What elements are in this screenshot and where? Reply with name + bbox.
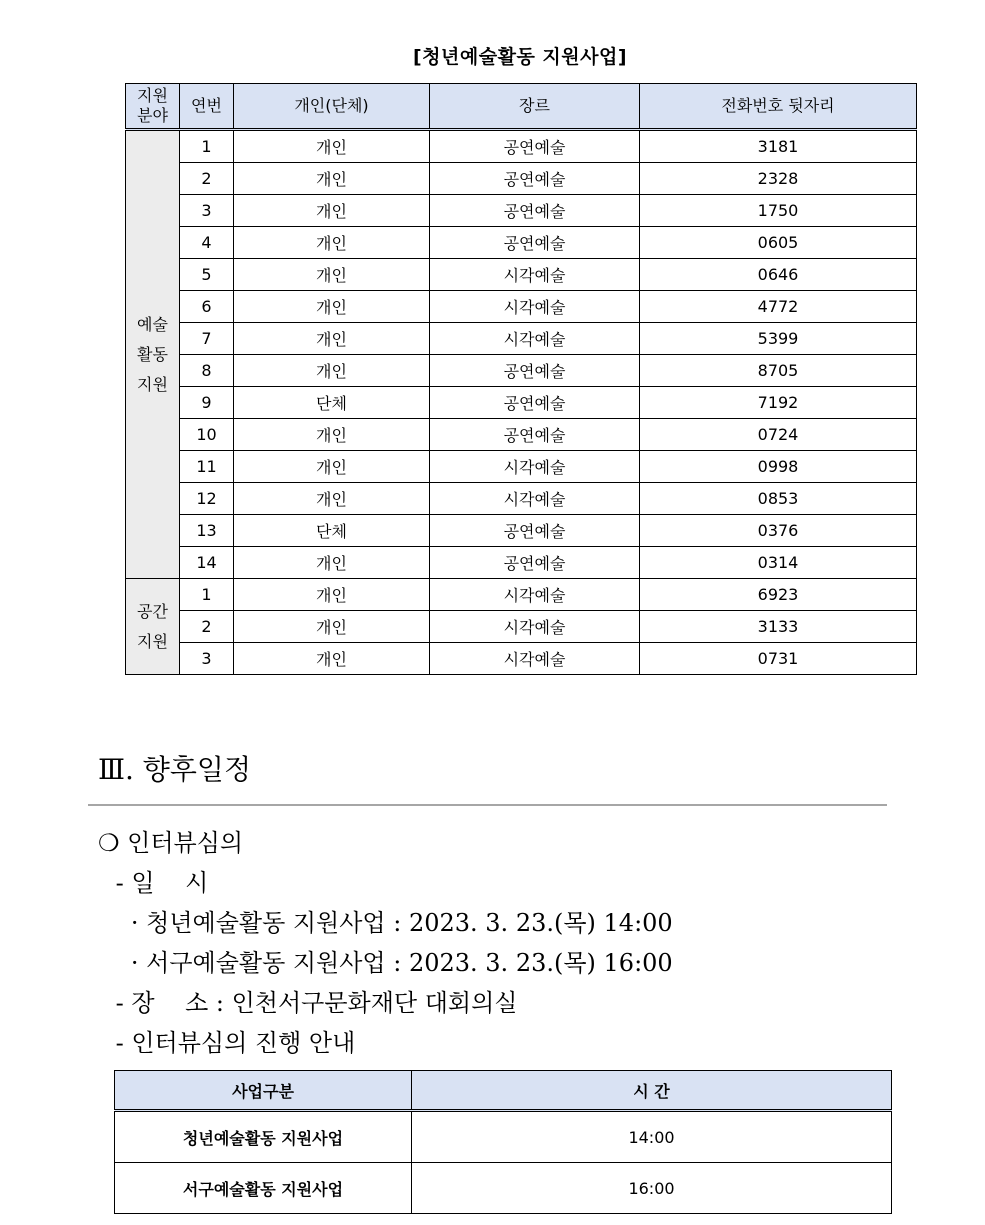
- interview-schedule-table: [114, 1070, 892, 1214]
- phone-last-digits: 0605: [640, 227, 917, 259]
- genre: 공연예술: [430, 419, 640, 451]
- table-header-row: [126, 84, 917, 130]
- program-name: 청년예술활동 지원사업: [115, 1111, 412, 1163]
- applicant-type: 단체: [234, 387, 430, 419]
- program-name: 서구예술활동 지원사업: [115, 1163, 412, 1214]
- phone-last-digits: 0376: [640, 515, 917, 547]
- applicant-type: 개인: [234, 163, 430, 195]
- table-row: [126, 163, 917, 195]
- category-cell: 공간 지원: [126, 579, 180, 675]
- table-row: [126, 130, 917, 163]
- genre: 시각예술: [430, 259, 640, 291]
- interview-time: 16:00: [412, 1163, 892, 1214]
- genre: 공연예술: [430, 227, 640, 259]
- phone-last-digits: 2328: [640, 163, 917, 195]
- category-cell: 예술 활동 지원: [126, 130, 180, 579]
- genre: 공연예술: [430, 130, 640, 163]
- schedule-line: - 일 시: [108, 869, 209, 897]
- schedule-line: - 장 소 : 인천서구문화재단 대회의실: [108, 989, 518, 1017]
- row-number: 14: [180, 547, 234, 579]
- applicant-type: 개인: [234, 259, 430, 291]
- genre: 시각예술: [430, 291, 640, 323]
- genre: 공연예술: [430, 515, 640, 547]
- phone-last-digits: 0646: [640, 259, 917, 291]
- table-row: [126, 195, 917, 227]
- table-row: [126, 611, 917, 643]
- table-row: [115, 1111, 892, 1163]
- table-row: [126, 323, 917, 355]
- schedule-line: · 청년예술활동 지원사업 : 2023. 3. 23.(목) 14:00: [108, 909, 673, 937]
- column-header: 사업구분: [115, 1071, 412, 1111]
- applicant-type: 개인: [234, 611, 430, 643]
- phone-last-digits: 6923: [640, 579, 917, 611]
- applicant-type: 개인: [234, 323, 430, 355]
- applicant-table: [125, 83, 917, 675]
- genre: 공연예술: [430, 387, 640, 419]
- row-number: 4: [180, 227, 234, 259]
- applicant-type: 개인: [234, 579, 430, 611]
- column-header: 전화번호 뒷자리: [640, 84, 917, 130]
- row-number: 11: [180, 451, 234, 483]
- row-number: 6: [180, 291, 234, 323]
- table-row: [126, 291, 917, 323]
- genre: 시각예술: [430, 611, 640, 643]
- phone-last-digits: 0853: [640, 483, 917, 515]
- phone-last-digits: 0731: [640, 643, 917, 675]
- genre: 공연예술: [430, 195, 640, 227]
- genre: 시각예술: [430, 483, 640, 515]
- genre: 시각예술: [430, 579, 640, 611]
- table-title: [청년예술활동 지원사업]: [412, 46, 628, 68]
- phone-last-digits: 0724: [640, 419, 917, 451]
- table-row: [126, 227, 917, 259]
- interview-time: 14:00: [412, 1111, 892, 1163]
- column-header: 개인(단체): [234, 84, 430, 130]
- applicant-type: 개인: [234, 419, 430, 451]
- applicant-type: 단체: [234, 515, 430, 547]
- row-number: 2: [180, 611, 234, 643]
- phone-last-digits: 4772: [640, 291, 917, 323]
- applicant-type: 개인: [234, 483, 430, 515]
- row-number: 8: [180, 355, 234, 387]
- schedule-line: ❍ 인터뷰심의: [98, 829, 244, 857]
- genre: 시각예술: [430, 323, 640, 355]
- applicant-type: 개인: [234, 130, 430, 163]
- phone-last-digits: 3181: [640, 130, 917, 163]
- column-header: 장르: [430, 84, 640, 130]
- row-number: 2: [180, 163, 234, 195]
- phone-last-digits: 7192: [640, 387, 917, 419]
- genre: 공연예술: [430, 547, 640, 579]
- phone-last-digits: 3133: [640, 611, 917, 643]
- schedule-line: - 인터뷰심의 진행 안내: [108, 1029, 356, 1057]
- phone-last-digits: 8705: [640, 355, 917, 387]
- column-header: 시 간: [412, 1071, 892, 1111]
- table-row: [115, 1163, 892, 1214]
- row-number: 3: [180, 195, 234, 227]
- genre: 시각예술: [430, 451, 640, 483]
- table-row: [126, 259, 917, 291]
- genre: 공연예술: [430, 163, 640, 195]
- genre: 공연예술: [430, 355, 640, 387]
- table-header-row: [115, 1071, 892, 1111]
- column-header: 연번: [180, 84, 234, 130]
- table-row: [126, 451, 917, 483]
- row-number: 13: [180, 515, 234, 547]
- applicant-type: 개인: [234, 643, 430, 675]
- applicant-type: 개인: [234, 227, 430, 259]
- row-number: 5: [180, 259, 234, 291]
- column-header: 지원 분야: [126, 84, 180, 130]
- phone-last-digits: 0314: [640, 547, 917, 579]
- schedule-line: · 서구예술활동 지원사업 : 2023. 3. 23.(목) 16:00: [108, 949, 673, 977]
- table-row: [126, 419, 917, 451]
- phone-last-digits: 0998: [640, 451, 917, 483]
- row-number: 9: [180, 387, 234, 419]
- row-number: 1: [180, 579, 234, 611]
- table-row: [126, 579, 917, 611]
- section-divider: [88, 804, 887, 806]
- row-number: 1: [180, 130, 234, 163]
- row-number: 10: [180, 419, 234, 451]
- phone-last-digits: 1750: [640, 195, 917, 227]
- row-number: 3: [180, 643, 234, 675]
- genre: 시각예술: [430, 643, 640, 675]
- row-number: 7: [180, 323, 234, 355]
- table-row: [126, 355, 917, 387]
- table-row: [126, 643, 917, 675]
- table-row: [126, 515, 917, 547]
- table-row: [126, 547, 917, 579]
- applicant-type: 개인: [234, 355, 430, 387]
- table-row: [126, 387, 917, 419]
- applicant-type: 개인: [234, 451, 430, 483]
- phone-last-digits: 5399: [640, 323, 917, 355]
- row-number: 12: [180, 483, 234, 515]
- applicant-type: 개인: [234, 291, 430, 323]
- applicant-type: 개인: [234, 547, 430, 579]
- applicant-type: 개인: [234, 195, 430, 227]
- table-row: [126, 483, 917, 515]
- section-heading: Ⅲ. 향후일정: [98, 753, 251, 786]
